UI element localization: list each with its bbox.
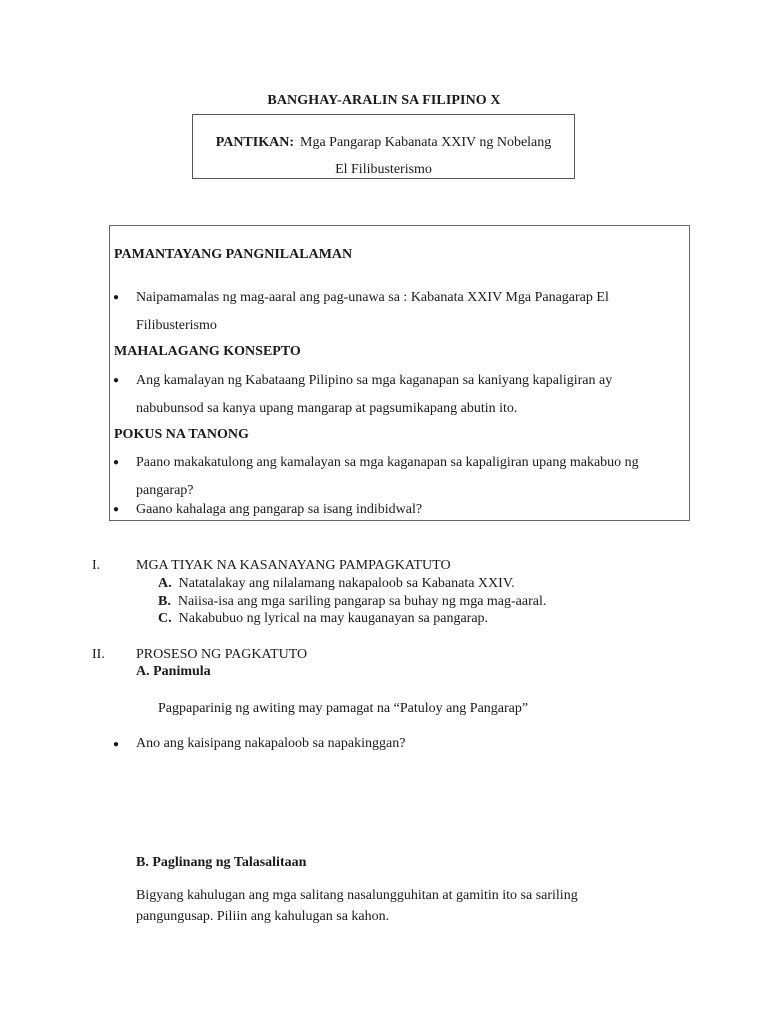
pokus-bullet-2: Gaano kahalaga ang pangarap sa isang indibidwal? xyxy=(136,502,423,517)
objective-letter: B. xyxy=(158,594,171,609)
talasalitaan-text-2: pangungusap. Piliin ang kahulugan sa kahon. xyxy=(136,909,390,924)
konsepto-heading: MAHALAGANG KONSEPTO xyxy=(114,344,301,359)
bullet-icon: ● xyxy=(113,739,120,750)
pantikan-label: PANTIKAN: xyxy=(215,135,294,150)
talasalitaan-heading: B. Paglinang ng Talasalitaan xyxy=(136,855,307,870)
pantikan-text-2: El Filibusterismo xyxy=(335,162,432,177)
panimula-question: Ano ang kaisipang nakapaloob sa napakinggan? xyxy=(136,736,406,751)
bullet-icon: ● xyxy=(113,375,120,386)
section-1-numeral: I. xyxy=(92,558,101,573)
pamantayan-bullet-1-line-2: Filibusterismo xyxy=(136,318,217,333)
pantikan-line-1 xyxy=(192,135,575,151)
pamantayan-bullet-1-line-1: Naipamamalas ng mag-aaral ang pag-unawa sa : Kabanata XXIV Mga Panagarap El xyxy=(136,290,609,305)
bullet-icon: ● xyxy=(113,292,120,303)
objective-text: Natatalakay ang nilalamang nakapaloob sa Kabanata XXIV. xyxy=(178,576,515,591)
pamantayan-heading: PAMANTAYANG PANGNILALAMAN xyxy=(114,247,353,262)
section-2-numeral: II. xyxy=(92,647,105,662)
objective-c xyxy=(158,611,488,627)
panimula-heading: A. Panimula xyxy=(136,664,211,679)
document-title: BANGHAY-ARALIN SA FILIPINO X xyxy=(267,93,501,108)
pokus-bullet-1-line-2: pangarap? xyxy=(136,483,194,498)
objective-letter: A. xyxy=(158,576,172,591)
bullet-icon: ● xyxy=(113,504,120,515)
pantikan-text-1: Mga Pangarap Kabanata XXIV ng Nobelang xyxy=(300,135,552,150)
talasalitaan-text-1: Bigyang kahulugan ang mga salitang nasalungguhitan at gamitin ito sa sariling xyxy=(136,888,578,903)
section-2-heading: PROSESO NG PAGKATUTO xyxy=(136,647,308,662)
objective-text: Naiisa-isa ang mga sariling pangarap sa buhay ng mga mag-aaral. xyxy=(177,594,547,609)
bullet-icon: ● xyxy=(113,457,120,468)
panimula-text: Pagpaparinig ng awiting may pamagat na “Patuloy ang Pangarap” xyxy=(158,701,529,716)
objective-a xyxy=(158,576,515,592)
konsepto-bullet-1-line-1: Ang kamalayan ng Kabataang Pilipino sa mga kaganapan sa kaniyang kapaligiran ay xyxy=(136,373,613,388)
pokus-heading: POKUS NA TANONG xyxy=(114,427,249,442)
objective-text: Nakabubuo ng lyrical na may kauganayan sa pangarap. xyxy=(178,611,489,626)
pokus-bullet-1-line-1: Paano makakatulong ang kamalayan sa mga kaganapan sa kapaligiran upang makabuo ng xyxy=(136,455,639,470)
konsepto-bullet-1-line-2: nabubunsod sa kanya upang mangarap at pagsumikapang abutin ito. xyxy=(136,401,518,416)
objective-b xyxy=(158,594,546,610)
section-1-heading: MGA TIYAK NA KASANAYANG PAMPAGKATUTO xyxy=(136,558,451,573)
objective-letter: C. xyxy=(158,611,172,626)
